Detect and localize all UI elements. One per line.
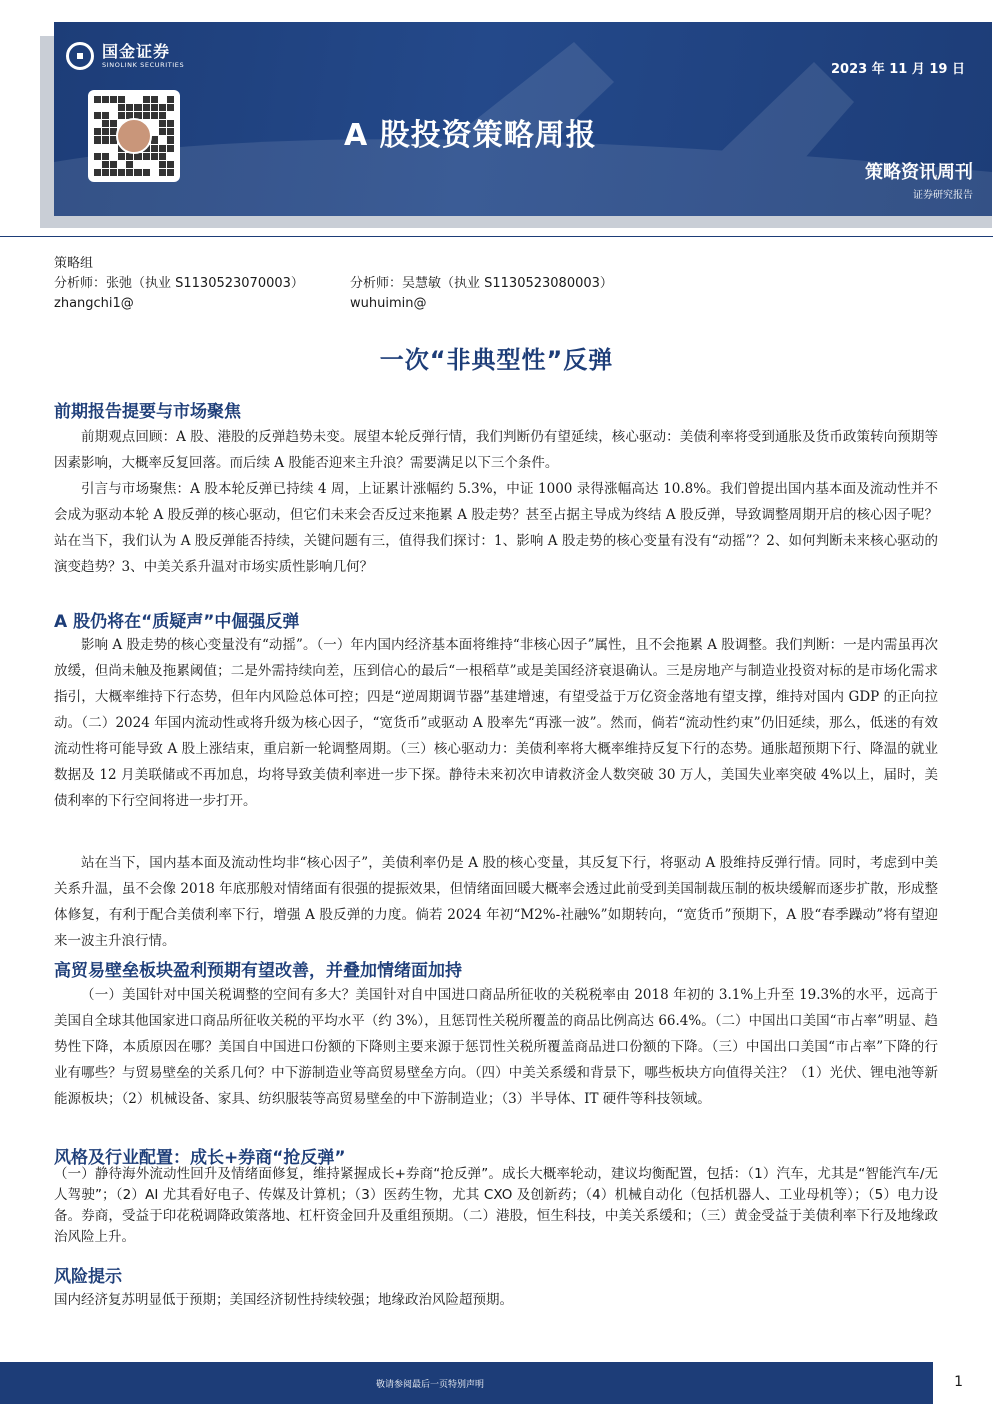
qr-code-icon <box>88 90 180 182</box>
logo-name-en: SINOLINK SECURITIES <box>102 60 185 69</box>
section-paragraph: 前期观点回顾：A 股、港股的反弹趋势未变。展望本轮反弹行情，我们判断仍有望延续，核心驱动：美债利率将受到通胀及货币政策转向预期等因素影响，大概率反复回落。而后续 A 股能否迎来主升浪？需要满足以下三个条件。 <box>54 429 938 471</box>
report-kind: 证券研究报告 <box>913 190 973 201</box>
analyst-2-credential: 分析师：吴慧敏（执业 S1130523080003） <box>350 276 613 291</box>
analyst-1-email[interactable]: zhangchi1@ <box>54 296 134 311</box>
qr-center-badge <box>116 118 152 154</box>
section-heading: 前期报告提要与市场聚焦 <box>54 402 241 422</box>
page-number: 1 <box>954 1374 963 1390</box>
analyst-group: 策略组 <box>54 256 94 271</box>
section-heading: 高贸易壁垒板块盈利预期有望改善，并叠加情绪面加持 <box>54 961 462 981</box>
section-paragraph: 引言与市场聚焦：A 股本轮反弹已持续 4 周，上证累计涨幅约 5.3%，中证 1000 录得涨幅高达 10.8%。我们曾提出国内基本面及流动性并不会成为驱动本轮 A 股反弹的核心驱动，但它们未来会否反过来拖累 A 股走势？甚至占据主导成为终结 A 股反弹，导致调整周期开启的核心因子呢？站在当下，我们认为 A 股反弹能否持续，关键问题有三，值得我们探讨：1、影响 A 股走势的核心变量有没有“动摇”？2、如何判断未来核心驱动的演变趋势？3、中美关系升温对市场实质性影响几何？ <box>54 481 938 575</box>
analyst-1-credential: 分析师：张弛（执业 S1130523070003） <box>54 276 304 291</box>
section-heading: 风格及行业配置：成长+券商“抢反弹” <box>54 1148 346 1168</box>
section-paragraph: 影响 A 股走势的核心变量没有“动摇”。（一）年内国内经济基本面将维持“非核心因子”属性，且不会拖累 A 股调整。我们判断：一是内需虽再次放缓，但尚未触及拖累阈值；二是外需持续向差，压到信心的最后“一根稻草”或是美国经济衰退确认。三是房地产与制造业投资对标的是市场化需求指引，大概率维持下行态势，但年内风险总体可控；四是“逆周期调节器”基建增速，有望受益于万亿资金落地有望支撑，维持对国内 GDP 的正向拉动。（二）2024 年国内流动性或将升级为核心因子，“宽货币”或驱动 A 股率先“再涨一波”。然而，倘若“流动性约束”仍旧延续，那么，低迷的有效流动性将可能导致 A 股上涨结束，重启新一轮调整周期。（三）核心驱动力：美债利率将大概率维持反复下行的态势。通胀超预期下行、降温的就业数据及 12 月美联储或不再加息，均将导致美债利率进一步下探。静待未来初次申请救济金人数突破 30 万人，美国失业率突破 4%以上，届时，美债利率的下行空间将进一步打开。 <box>54 637 938 809</box>
main-title: 一次“非典型性”反弹 <box>379 346 614 374</box>
report-title: A 股投资策略周报 <box>344 118 597 153</box>
brand-logo <box>66 42 184 70</box>
section-paragraph: 国内经济复苏明显低于预期；美国经济韧性持续较强；地缘政治风险超预期。 <box>54 1292 513 1308</box>
disclaimer-note[interactable]: 敬请参阅最后一页特别声明 <box>375 1380 484 1390</box>
logo-icon <box>66 42 94 70</box>
section-paragraph: （一）美国针对中国关税调整的空间有多大？美国针对自中国进口商品所征收的关税税率由 2018 年初的 3.1%上升至 19.3%的水平，远高于美国自全球其他国家进口商品所征收关税的平均水平（约 3%），且惩罚性关税所覆盖的商品比例高达 66.4%。（二）中国出口美国“市占率”明显、趋势性下降，本质原因在哪？美国自中国进口份额的下降则主要来源于惩罚性关税所覆盖商品进口份额的下降。（三）中国出口美国“市占率”下降的行业有哪些？与贸易壁垒的关系几何？中下游制造业等高贸易壁垒方向。（四）中美关系缓和背景下，哪些板块方向值得关注？（1）光伏、锂电池等新能源板块；（2）机械设备、家具、纺织服装等高贸易壁垒的中下游制造业；（3）半导体、IT 硬件等科技领域。 <box>54 987 939 1107</box>
section-heading: 风险提示 <box>54 1267 122 1287</box>
page-footer <box>0 1362 993 1404</box>
report-date: 2023 年 11 月 19 日 <box>831 62 965 77</box>
page-number-box <box>933 1362 993 1404</box>
section-paragraph: 站在当下，国内基本面及流动性均非“核心因子”，美债利率仍是 A 股的核心变量，其反复下行，将驱动 A 股维持反弹行情。同时，考虑到中美关系升温，虽不会像 2018 年底那般对情绪面有很强的提振效果，但情绪面回暖大概率会透过此前受到美国制裁压制的板块缓解而逐步扩散，形成整体修复，有利于配合美债利率下行，增强 A 股反弹的力度。倘若 2024 年初“M2%-社融%”如期转向，“宽货币”预期下，A 股“春季躁动”将有望迎来一波主升浪行情。 <box>54 855 938 949</box>
report-type: 策略资讯周刊 <box>865 162 973 183</box>
section-heading: A 股仍将在“质疑声”中倔强反弹 <box>54 612 300 632</box>
analyst-2-email[interactable]: wuhuimin@ <box>350 296 427 311</box>
divider <box>0 236 993 237</box>
section-paragraph: （一）静待海外流动性回升及情绪面修复，维持紧握成长+券商“抢反弹”。成长大概率轮动，建议均衡配置，包括：（1）汽车，尤其是“智能汽车/无人驾驶”；（2）AI 尤其看好电子、传媒及计算机；（3）医药生物，尤其 CXO 及创新药；（4）机械自动化（包括机器人、工业母机等）；（5）电力设备。券商，受益于印花税调降政策落地、杠杆资金回升及重组预期。（二）港股，恒生科技，中美关系缓和；（三）黄金受益于美债利率下行及地缘政治风险上升。 <box>54 1166 938 1245</box>
logo-name-cn: 国金证券 <box>102 41 171 61</box>
